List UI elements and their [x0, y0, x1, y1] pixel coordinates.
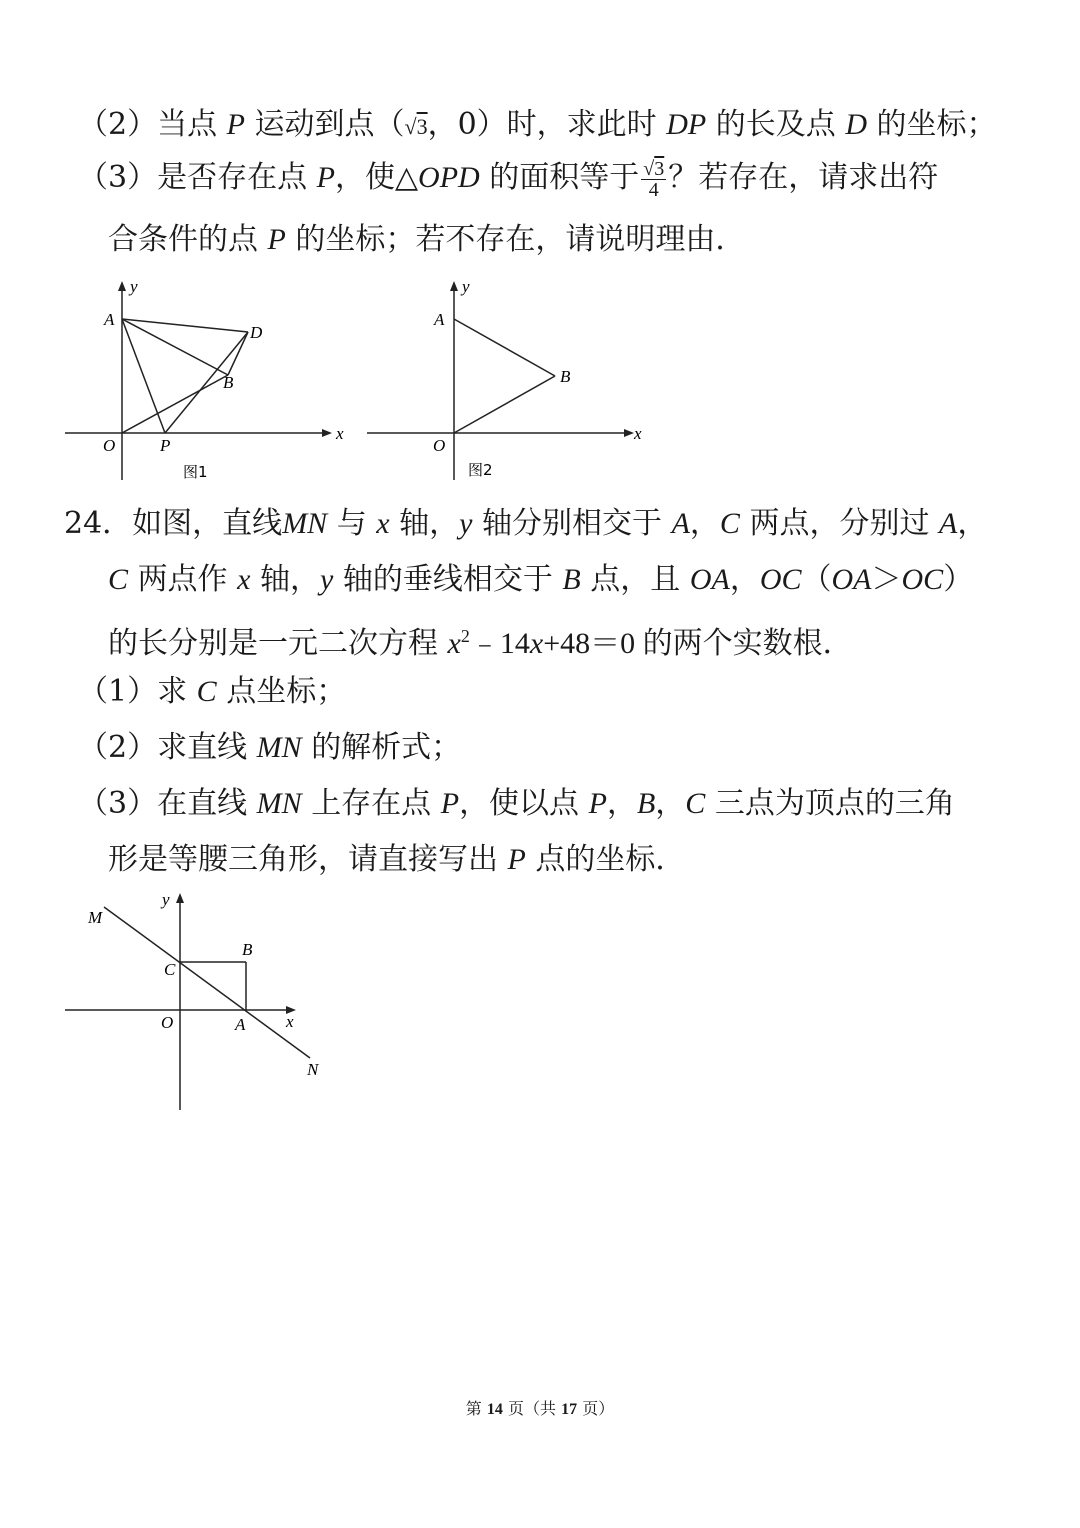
- text: 与: [336, 506, 367, 541]
- label-o: O: [161, 1013, 174, 1032]
- q24-line2: [108, 560, 973, 600]
- label-o: O: [433, 436, 446, 455]
- var-x: x: [529, 627, 544, 660]
- text: 点，且: [590, 562, 681, 597]
- text: （3）在直线: [78, 786, 248, 821]
- text: ，使△: [334, 160, 419, 195]
- text: 页）: [582, 1399, 615, 1418]
- q24-part1: [78, 672, 346, 712]
- segment-ab: [122, 319, 228, 375]
- fraction-sqrt3-over-4: [641, 159, 666, 200]
- text: 的面积等于: [489, 160, 640, 195]
- text: +48＝0 的两个实数根．: [543, 627, 853, 660]
- text: （2）当点: [78, 107, 218, 142]
- page-footer: [0, 1396, 1080, 1419]
- text: 页（共: [507, 1399, 556, 1418]
- var-x: x: [376, 507, 390, 540]
- var-x: x: [447, 627, 461, 660]
- var-c: C: [719, 507, 740, 540]
- q24-part2: [78, 728, 461, 768]
- var-p: P: [507, 843, 526, 876]
- var-opd: OPD: [418, 161, 480, 194]
- var-a: A: [671, 507, 690, 540]
- text: 24．如图，直线: [64, 506, 283, 541]
- figure-3: [60, 885, 340, 1115]
- text: 轴，: [399, 506, 460, 541]
- text: 点坐标；: [226, 674, 347, 709]
- text: 轴，: [259, 562, 320, 597]
- text: ，使以点: [459, 786, 580, 821]
- y-arrow: [118, 281, 126, 291]
- figure-1: [60, 275, 360, 490]
- text: （3）是否存在点: [78, 160, 308, 195]
- text: ，0）时，求此时: [427, 107, 657, 142]
- x-arrow: [624, 429, 634, 437]
- segment-ob: [454, 376, 555, 433]
- q24-line1: [64, 504, 987, 544]
- text: 轴分别相交于: [482, 506, 663, 541]
- var-y: y: [319, 563, 334, 596]
- text: （1）求: [78, 674, 188, 709]
- var-d: D: [845, 108, 867, 141]
- figure-2: [362, 275, 662, 490]
- text: 第: [465, 1399, 482, 1418]
- var-mn: MN: [282, 507, 328, 540]
- label-y: y: [162, 890, 170, 909]
- text: ？若存在，请求出符: [668, 160, 939, 195]
- text: 点的坐标．: [535, 842, 686, 877]
- var-mn: MN: [256, 731, 302, 764]
- label-x: x: [336, 424, 344, 443]
- var-p: P: [316, 161, 335, 194]
- label-y: y: [130, 277, 138, 296]
- var-p: P: [267, 223, 286, 256]
- q23-part3-line1: [78, 158, 938, 200]
- var-b: B: [636, 787, 656, 820]
- text: 轴的垂线相交于: [342, 562, 553, 597]
- var-y: y: [459, 507, 473, 540]
- segment-pd: [165, 332, 248, 433]
- var-mn: MN: [256, 787, 302, 820]
- var-oa: OA: [831, 563, 872, 596]
- label-b: B: [223, 373, 234, 392]
- q23-part3-line2: [108, 220, 745, 260]
- text: 两点，分别过: [749, 506, 930, 541]
- page-number: 14: [486, 1401, 503, 1418]
- var-x: x: [237, 563, 251, 596]
- label-a: A: [434, 310, 445, 329]
- frac-den: 4: [648, 178, 659, 201]
- text: 合条件的点: [108, 222, 258, 257]
- label-d: D: [250, 323, 263, 342]
- var-oa: OA: [689, 563, 730, 596]
- text: 形是等腰三角形，请直接写出: [108, 842, 498, 877]
- var-p: P: [588, 787, 607, 820]
- text: 两点作: [137, 562, 228, 597]
- var-oc: OC: [759, 563, 802, 596]
- text: 的坐标；: [876, 107, 997, 142]
- text: ，: [655, 786, 686, 821]
- text: ，: [729, 562, 760, 597]
- line-mn: [104, 907, 310, 1058]
- x-arrow: [322, 429, 332, 437]
- y-arrow: [176, 893, 184, 903]
- label-p: P: [160, 436, 171, 455]
- label-x: x: [286, 1012, 294, 1031]
- text: 的长分别是一元二次方程: [108, 626, 438, 661]
- exponent: 2: [460, 626, 470, 646]
- segment-ob: [122, 375, 228, 433]
- var-c: C: [196, 675, 217, 708]
- q23-part2-line: [78, 105, 997, 147]
- label-b: B: [560, 367, 571, 386]
- text: 上存在点: [311, 786, 432, 821]
- text: （: [801, 562, 832, 597]
- text: 三点为顶点的三角: [714, 786, 955, 821]
- label-x: x: [634, 424, 642, 443]
- segment-ad: [122, 319, 248, 332]
- text: ，: [957, 506, 988, 541]
- text: ，: [689, 506, 720, 541]
- var-p: P: [226, 108, 245, 141]
- caption-fig2: 图2: [468, 461, 493, 479]
- text: 的长及点: [715, 107, 836, 142]
- text: 的坐标；若不存在，请说明理由．: [295, 222, 746, 257]
- label-y: y: [462, 277, 470, 296]
- label-a: A: [235, 1015, 246, 1034]
- label-b: B: [242, 940, 253, 959]
- var-a: A: [939, 507, 958, 540]
- frac-num: √3: [643, 157, 665, 180]
- text: ，: [606, 786, 637, 821]
- caption-fig1: 图1: [183, 463, 208, 481]
- label-c: C: [164, 960, 176, 979]
- var-b: B: [562, 563, 581, 596]
- label-o: O: [103, 436, 116, 455]
- var-c: C: [685, 787, 706, 820]
- text: ＞: [871, 562, 902, 597]
- var-dp: DP: [666, 108, 707, 141]
- sqrt-3: √3: [404, 114, 428, 139]
- segment-ap: [122, 319, 165, 433]
- q24-part3-line1: [78, 784, 955, 824]
- q24-line3: [108, 616, 853, 664]
- var-oc: OC: [901, 563, 944, 596]
- var-p: P: [440, 787, 460, 820]
- sqrt-arg: 3: [416, 114, 428, 139]
- text: ﹣14: [469, 627, 530, 660]
- y-arrow: [450, 281, 458, 291]
- segment-ab: [454, 319, 555, 376]
- text: ）: [943, 562, 974, 597]
- text: 的解析式；: [311, 730, 462, 765]
- q24-part3-line2: [108, 840, 685, 880]
- label-n: N: [307, 1060, 319, 1079]
- text: （2）求直线: [78, 730, 248, 765]
- text: 运动到点（: [254, 107, 405, 142]
- label-m: M: [88, 908, 103, 927]
- page-total: 17: [561, 1401, 578, 1418]
- label-a: A: [104, 310, 115, 329]
- var-c: C: [108, 563, 129, 596]
- frac-num-arg: 3: [654, 157, 665, 180]
